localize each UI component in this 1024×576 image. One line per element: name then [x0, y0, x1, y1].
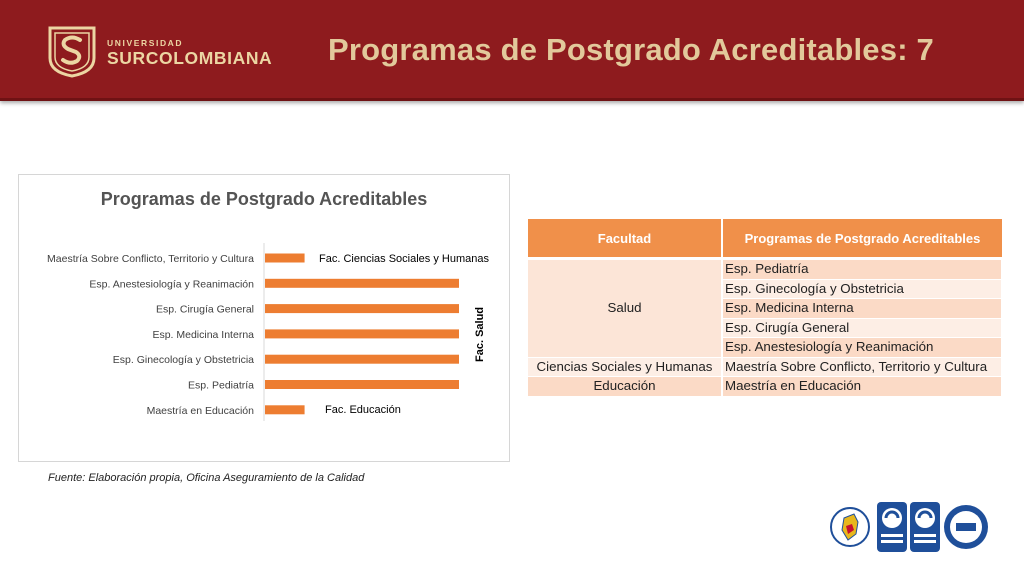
- table-row: [528, 357, 1002, 377]
- chart-category-label: Esp. Medicina Interna: [152, 328, 254, 341]
- program-cell: Esp. Medicina Interna: [722, 299, 1002, 319]
- header-facultad: Facultad: [528, 219, 722, 259]
- chart-bar: [265, 355, 459, 364]
- annotation-salud: Fac. Salud: [474, 306, 486, 362]
- logo-small-text: UNIVERSIDAD: [107, 38, 184, 48]
- chart-panel: [18, 174, 510, 462]
- chart-category-label: Esp. Cirugía General: [155, 303, 254, 316]
- table-row: [528, 377, 1002, 397]
- chart-category-label: Esp. Ginecología y Obstetricia: [112, 354, 254, 367]
- iqnet-seal-icon: [944, 505, 988, 549]
- colombia-map-seal-icon: [831, 508, 869, 546]
- programs-table: [528, 219, 1003, 397]
- chart-bar: [265, 405, 305, 414]
- facultad-ciencias: Ciencias Sociales y Humanas: [528, 357, 722, 377]
- facultad-salud: Salud: [528, 259, 722, 358]
- table-header-row: [528, 219, 1002, 259]
- chart-category-label: Esp. Anestesiología y Reanimación: [89, 278, 254, 291]
- annotation-ciencias: Fac. Ciencias Sociales y Humanas: [319, 253, 489, 265]
- chart-bar: [265, 380, 459, 389]
- chart-title: Programas de Postgrado Acreditables: [100, 189, 428, 209]
- logo-wordmark: [107, 38, 272, 68]
- iso-cert-seal-icon: [910, 502, 940, 552]
- chart-bar: [265, 279, 459, 288]
- source-note: Fuente: Elaboración propia, Oficina Aseguramiento de la Calidad: [48, 472, 365, 484]
- chart-bar: [265, 329, 459, 338]
- program-cell: Esp. Anestesiología y Reanimación: [722, 338, 1002, 358]
- program-cell: Maestría en Educación: [722, 377, 1002, 397]
- chart-category-label: Esp. Pediatría: [188, 379, 254, 392]
- program-cell: Esp. Cirugía General: [722, 318, 1002, 338]
- facultad-educacion: Educación: [528, 377, 722, 397]
- program-cell: Esp. Pediatría: [722, 259, 1002, 280]
- program-cell: Esp. Ginecología y Obstetricia: [722, 279, 1002, 299]
- quality-cert-seal-icon: [877, 502, 907, 552]
- program-cell: Maestría Sobre Conflicto, Territorio y Cultura: [722, 357, 1002, 377]
- slide-title: Programas de Postgrado Acreditables: 7: [328, 32, 934, 67]
- chart-category-label: Maestría Sobre Conflicto, Territorio y Cultura: [47, 253, 254, 265]
- logo-big-text: SURCOLOMBIANA: [107, 48, 273, 68]
- chart-bar: [265, 254, 305, 263]
- chart-bar: [265, 304, 459, 313]
- header-band: [0, 0, 1024, 101]
- header-programas: Programas de Postgrado Acreditables: [722, 219, 1002, 259]
- annotation-educacion: Fac. Educación: [325, 404, 401, 416]
- university-crest-icon: [46, 24, 98, 78]
- certification-seals: [830, 500, 990, 554]
- bar-chart: [19, 175, 511, 463]
- chart-category-label: Maestría en Educación: [146, 404, 254, 417]
- table-row: [528, 259, 1002, 280]
